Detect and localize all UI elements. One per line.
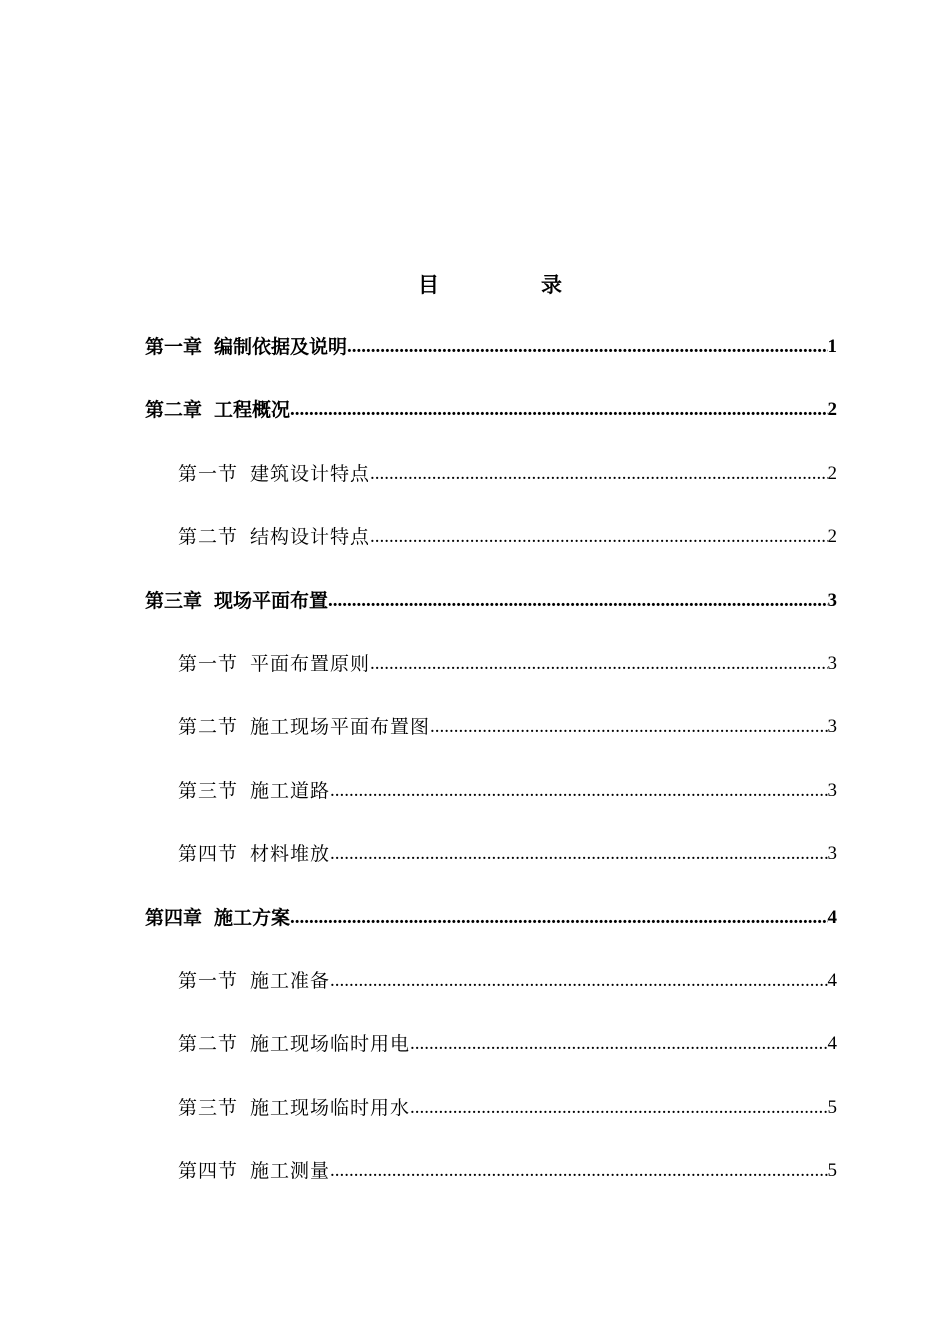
toc-entry-title: 施工现场临时用水 xyxy=(250,1096,411,1119)
toc-entry-title: 施工现场临时用电 xyxy=(250,1033,411,1056)
toc-section-entry[interactable] xyxy=(178,520,837,554)
toc-page-number: 3 xyxy=(827,653,837,674)
toc-page-number: 3 xyxy=(827,779,837,801)
toc-section-entry[interactable] xyxy=(178,774,837,808)
toc-dot-leader xyxy=(370,647,827,681)
toc-page-number: 4 xyxy=(827,906,837,928)
toc-entry-title: 施工道路 xyxy=(250,779,331,802)
toc-page-number: 5 xyxy=(827,1160,837,1182)
toc-dot-leader xyxy=(330,774,827,808)
toc-entry-title: 施工现场平面布置图 xyxy=(250,716,431,739)
toc-section-entry[interactable] xyxy=(178,1154,837,1188)
toc-chapter-entry[interactable] xyxy=(145,901,837,935)
toc-entry-number: 第二节 xyxy=(178,1033,239,1056)
toc-section-entry[interactable] xyxy=(178,837,837,871)
toc-entry-title: 结构设计特点 xyxy=(250,526,371,549)
toc-page-number: 3 xyxy=(827,589,837,611)
toc-entry-title: 施工方案 xyxy=(214,906,291,929)
toc-entry-number: 第一章 xyxy=(145,336,203,358)
toc-section-entry[interactable] xyxy=(178,710,837,744)
toc-page-number: 2 xyxy=(827,526,837,548)
toc-dot-leader xyxy=(330,837,827,871)
toc-heading-char-2: 录 xyxy=(541,273,562,297)
toc-entry-title: 工程概况 xyxy=(214,399,291,422)
toc-dot-leader xyxy=(330,964,827,998)
toc-entry-title: 编制依据及说明 xyxy=(214,336,348,358)
toc-dot-leader xyxy=(410,1027,827,1061)
toc-chapter-entry[interactable] xyxy=(145,584,837,618)
toc-entry-title: 施工准备 xyxy=(250,970,331,992)
toc-entry-number: 第二章 xyxy=(145,399,203,422)
toc-entry-number: 第二节 xyxy=(178,526,239,549)
toc-dot-leader xyxy=(370,457,827,491)
toc-entry-title: 平面布置原则 xyxy=(250,653,371,675)
toc-entry-number: 第三节 xyxy=(178,1096,239,1119)
toc-page-number: 4 xyxy=(827,1033,837,1055)
toc-dot-leader xyxy=(430,710,827,744)
toc-entry-number: 第三章 xyxy=(145,589,203,612)
toc-entry-title: 施工测量 xyxy=(250,1160,331,1183)
toc-entry-number: 第一节 xyxy=(178,970,239,992)
toc-entry-number: 第二节 xyxy=(178,716,239,739)
toc-page-number: 3 xyxy=(827,843,837,865)
toc-heading-char-1: 目 xyxy=(418,273,439,297)
toc-page-number: 4 xyxy=(827,970,837,991)
toc-entry-number: 第四节 xyxy=(178,843,239,866)
toc-dot-leader xyxy=(328,584,827,618)
toc-dot-leader xyxy=(330,1154,827,1188)
toc-dot-leader xyxy=(290,901,827,935)
toc-entry-title: 建筑设计特点 xyxy=(250,462,371,485)
toc-entry-title: 材料堆放 xyxy=(250,843,331,866)
toc-section-entry[interactable] xyxy=(178,964,837,998)
toc-page-number: 5 xyxy=(827,1096,837,1118)
toc-heading xyxy=(0,270,950,300)
toc-page-number: 1 xyxy=(827,336,837,357)
toc-section-entry[interactable] xyxy=(178,457,837,491)
toc-entry-number: 第一节 xyxy=(178,653,239,675)
toc-section-entry[interactable] xyxy=(178,1091,837,1125)
toc-entry-number: 第一节 xyxy=(178,462,239,485)
toc-page-number: 2 xyxy=(827,399,837,421)
toc-page-number: 3 xyxy=(827,716,837,738)
toc-entry-number: 第四章 xyxy=(145,906,203,929)
toc-dot-leader xyxy=(410,1091,827,1125)
toc-section-entry[interactable] xyxy=(178,1027,837,1061)
toc-dot-leader xyxy=(370,520,827,554)
toc-entry-number: 第四节 xyxy=(178,1160,239,1183)
toc-page-number: 2 xyxy=(827,462,837,484)
toc-entry-number: 第三节 xyxy=(178,779,239,802)
toc-dot-leader xyxy=(347,330,827,364)
toc-entry-title: 现场平面布置 xyxy=(214,589,329,612)
toc-chapter-entry[interactable] xyxy=(145,330,837,364)
toc-chapter-entry[interactable] xyxy=(145,393,837,427)
toc-dot-leader xyxy=(290,393,827,427)
toc-section-entry[interactable] xyxy=(178,647,837,681)
